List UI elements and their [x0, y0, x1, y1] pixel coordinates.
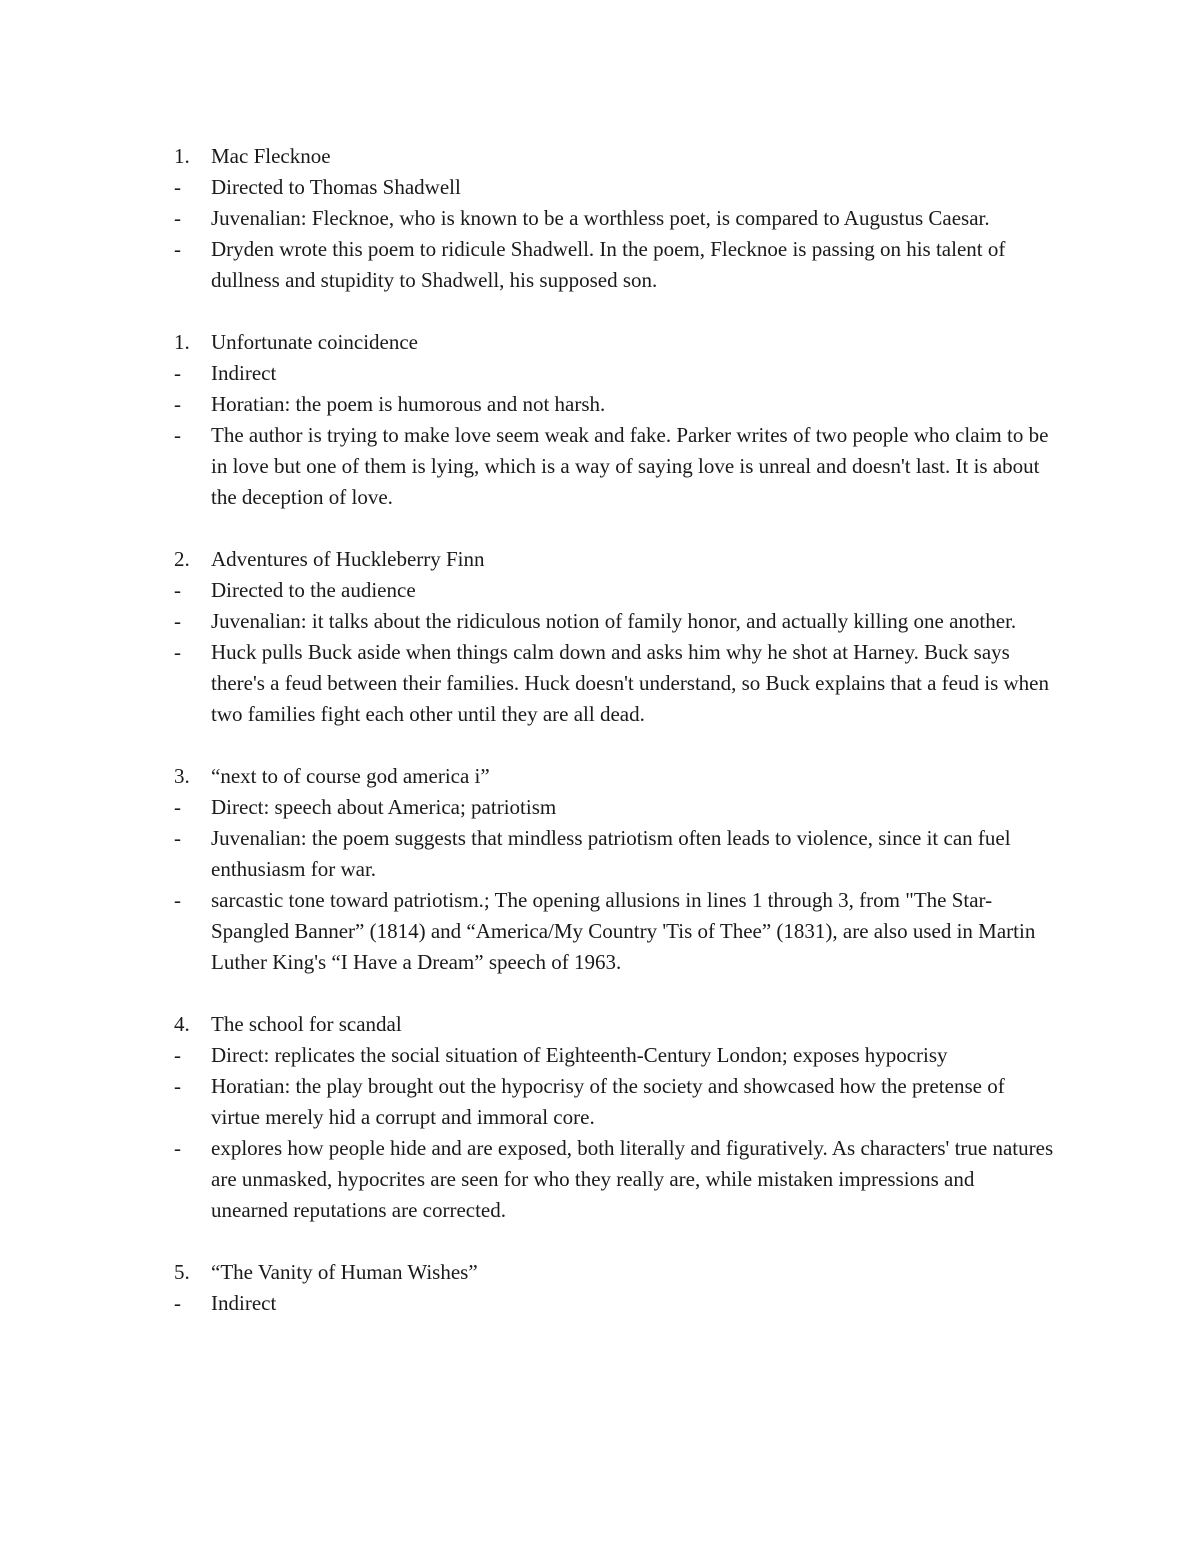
bullet-item — [174, 1288, 1054, 1319]
list-section — [174, 761, 1054, 978]
bullet-text: Juvenalian: it talks about the ridiculous notion of family honor, and actually killing one another. — [211, 609, 1017, 633]
bullet-dash: - — [174, 888, 181, 912]
bullet-dash: - — [174, 826, 181, 850]
section-title: Mac Flecknoe — [211, 144, 331, 168]
bullet-item — [174, 606, 1054, 637]
section-title: “The Vanity of Human Wishes” — [211, 1260, 478, 1284]
bullet-text: Juvenalian: Flecknoe, who is known to be a worthless poet, is compared to Augustus Caesar. — [211, 206, 990, 230]
list-section — [174, 327, 1054, 513]
document-content — [174, 141, 1054, 1350]
bullet-item — [174, 389, 1054, 420]
bullet-text: Horatian: the play brought out the hypocrisy of the society and showcased how the pretense of virtue merely hid a corrupt and immoral core. — [211, 1074, 1005, 1129]
bullet-item — [174, 203, 1054, 234]
list-section — [174, 544, 1054, 730]
bullet-text: The author is trying to make love seem weak and fake. Parker writes of two people who claim to be in love but one of them is lying, which is a way of saying love is unreal and doesn't last. It is about the deception of love. — [211, 423, 1049, 509]
bullet-item — [174, 823, 1054, 885]
bullet-dash: - — [174, 1043, 181, 1067]
bullet-text: Directed to Thomas Shadwell — [211, 175, 461, 199]
section-number: 4. — [174, 1012, 190, 1036]
bullet-text: Indirect — [211, 1291, 277, 1315]
bullet-item — [174, 358, 1054, 389]
section-number: 5. — [174, 1260, 190, 1284]
bullet-item — [174, 575, 1054, 606]
section-heading — [174, 761, 1054, 792]
bullet-dash: - — [174, 361, 181, 385]
section-heading — [174, 141, 1054, 172]
section-heading — [174, 327, 1054, 358]
bullet-text: Direct: replicates the social situation of Eighteenth-Century London; exposes hypocrisy — [211, 1043, 948, 1067]
list-section — [174, 1257, 1054, 1319]
bullet-dash: - — [174, 1291, 181, 1315]
list-section — [174, 1009, 1054, 1226]
bullet-item — [174, 1071, 1054, 1133]
bullet-text: Directed to the audience — [211, 578, 416, 602]
bullet-item — [174, 420, 1054, 513]
bullet-dash: - — [174, 640, 181, 664]
bullet-text: sarcastic tone toward patriotism.; The opening allusions in lines 1 through 3, from "The Star-Spangled Banner” (1814) and “America/My Country 'Tis of Thee” (1831), are also used in Martin Luther King's “I Have a Dream” speech of 1963. — [211, 888, 1036, 974]
bullet-item — [174, 234, 1054, 296]
bullet-dash: - — [174, 206, 181, 230]
bullet-dash: - — [174, 392, 181, 416]
section-heading — [174, 1009, 1054, 1040]
section-title: “next to of course god america i” — [211, 764, 490, 788]
bullet-text: Dryden wrote this poem to ridicule Shadwell. In the poem, Flecknoe is passing on his talent of dullness and stupidity to Shadwell, his supposed son. — [211, 237, 1006, 292]
bullet-dash: - — [174, 1074, 181, 1098]
bullet-dash: - — [174, 609, 181, 633]
bullet-dash: - — [174, 578, 181, 602]
section-number: 3. — [174, 764, 190, 788]
section-heading — [174, 544, 1054, 575]
bullet-item — [174, 885, 1054, 978]
bullet-dash: - — [174, 423, 181, 447]
bullet-item — [174, 172, 1054, 203]
section-title: Adventures of Huckleberry Finn — [211, 547, 485, 571]
bullet-dash: - — [174, 1136, 181, 1160]
bullet-dash: - — [174, 175, 181, 199]
section-number: 2. — [174, 547, 190, 571]
section-heading — [174, 1257, 1054, 1288]
bullet-item — [174, 637, 1054, 730]
bullet-dash: - — [174, 237, 181, 261]
bullet-item — [174, 792, 1054, 823]
list-section — [174, 141, 1054, 296]
section-title: Unfortunate coincidence — [211, 330, 418, 354]
bullet-dash: - — [174, 795, 181, 819]
bullet-text: explores how people hide and are exposed, both literally and figuratively. As characters' true natures are unmasked, hypocrites are seen for who they really are, while mistaken impressions and unearned reputations are corrected. — [211, 1136, 1054, 1222]
bullet-item — [174, 1133, 1054, 1226]
bullet-text: Direct: speech about America; patriotism — [211, 795, 557, 819]
bullet-text: Indirect — [211, 361, 277, 385]
bullet-item — [174, 1040, 1054, 1071]
section-number: 1. — [174, 144, 190, 168]
section-number: 1. — [174, 330, 190, 354]
bullet-text: Juvenalian: the poem suggests that mindless patriotism often leads to violence, since it can fuel enthusiasm for war. — [211, 826, 1011, 881]
section-title: The school for scandal — [211, 1012, 402, 1036]
bullet-text: Huck pulls Buck aside when things calm down and asks him why he shot at Harney. Buck says there's a feud between their families. Huck doesn't understand, so Buck explains that a feud is when two families fight each other until they are all dead. — [211, 640, 1049, 726]
bullet-text: Horatian: the poem is humorous and not harsh. — [211, 392, 606, 416]
